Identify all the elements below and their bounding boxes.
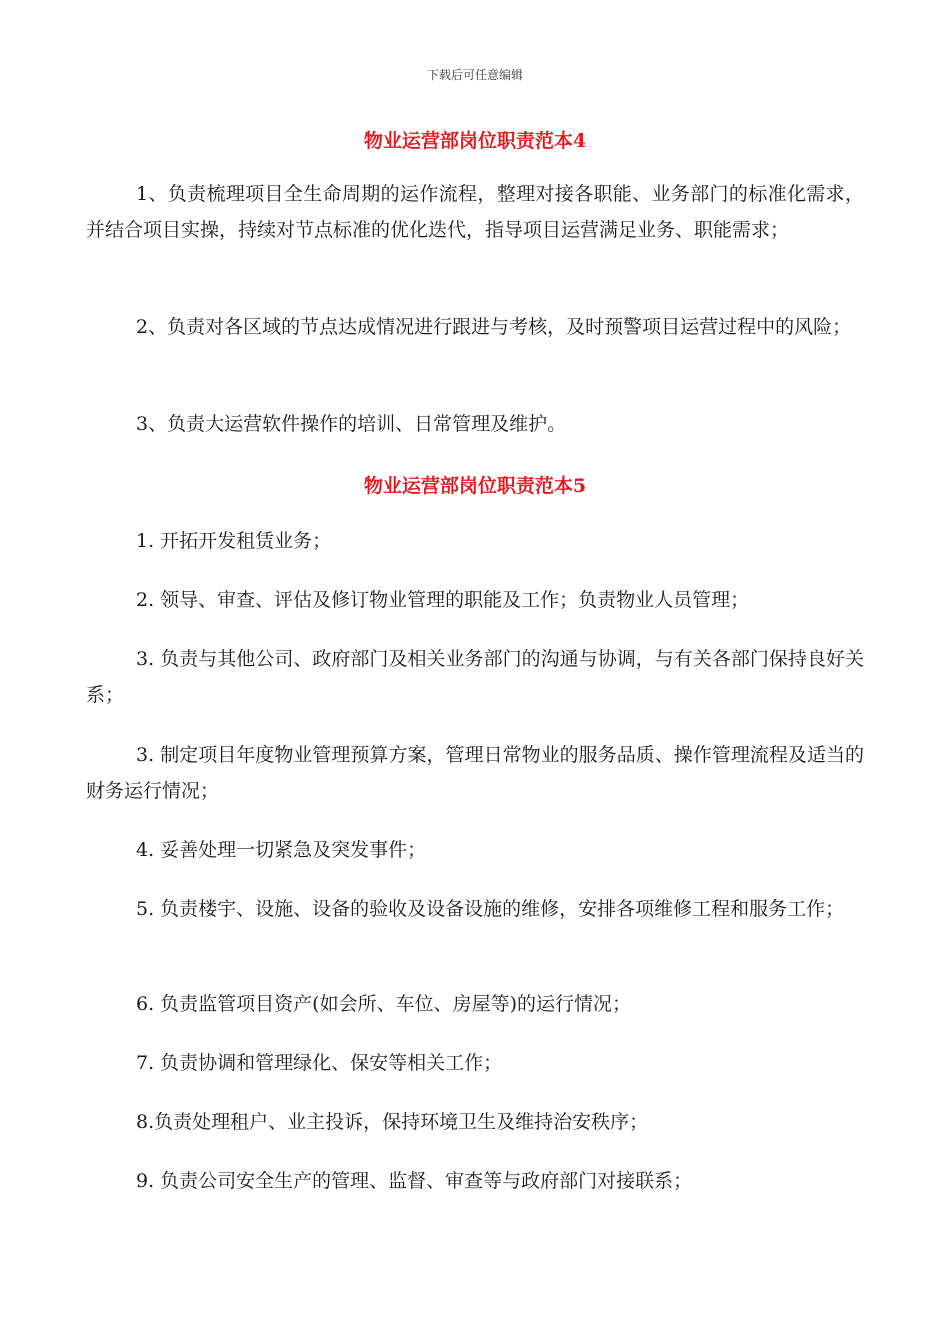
section-5-item-7: 6. 负责监管项目资产(如会所、车位、房屋等)的运行情况；: [136, 993, 631, 1015]
section-5-item-2: 2. 领导、审查、评估及修订物业管理的职能及工作；负责物业人员管理；: [136, 589, 750, 611]
section-5-item-6: 5. 负责楼宇、设施、设备的验收及设备设施的维修，安排各项维修工程和服务工作；: [136, 898, 845, 920]
section-5-item-3: 3. 负责与其他公司、政府部门及相关业务部门的沟通与协调，与有关各部门保持良好关系；: [86, 648, 864, 706]
section-5-item-4: 3. 制定项目年度物业管理预算方案，管理日常物业的服务品质、操作管理流程及适当的财务运行情况；: [86, 744, 864, 802]
section-4-item-3: 3、负责大运营软件操作的培训、日常管理及维护。: [136, 413, 567, 435]
section-4-item-2: 2、负责对各区域的节点达成情况进行跟进与考核，及时预警项目运营过程中的风险；: [136, 316, 852, 338]
section-5-item-9: 8.负责处理租户、业主投诉，保持环境卫生及维持治安秩序；: [136, 1111, 649, 1133]
section-4-item-1: 1、负责梳理项目全生命周期的运作流程，整理对接各职能、业务部门的标准化需求，并结合项目实操，持续对节点标准的优化迭代，指导项目运营满足业务、职能需求；: [86, 183, 864, 241]
section-5-item-10: 9. 负责公司安全生产的管理、监督、审查等与政府部门对接联系；: [136, 1170, 693, 1192]
header-note: 下载后可任意编辑: [426, 68, 523, 82]
section-4-title: 物业运营部岗位职责范本4: [363, 130, 587, 152]
section-5-item-8: 7. 负责协调和管理绿化、保安等相关工作；: [136, 1052, 503, 1074]
section-5-item-5: 4. 妥善处理一切紧急及突发事件；: [136, 839, 427, 861]
section-5-title: 物业运营部岗位职责范本5: [363, 475, 587, 497]
section-5-item-1: 1. 开拓开发租赁业务；: [136, 530, 332, 552]
